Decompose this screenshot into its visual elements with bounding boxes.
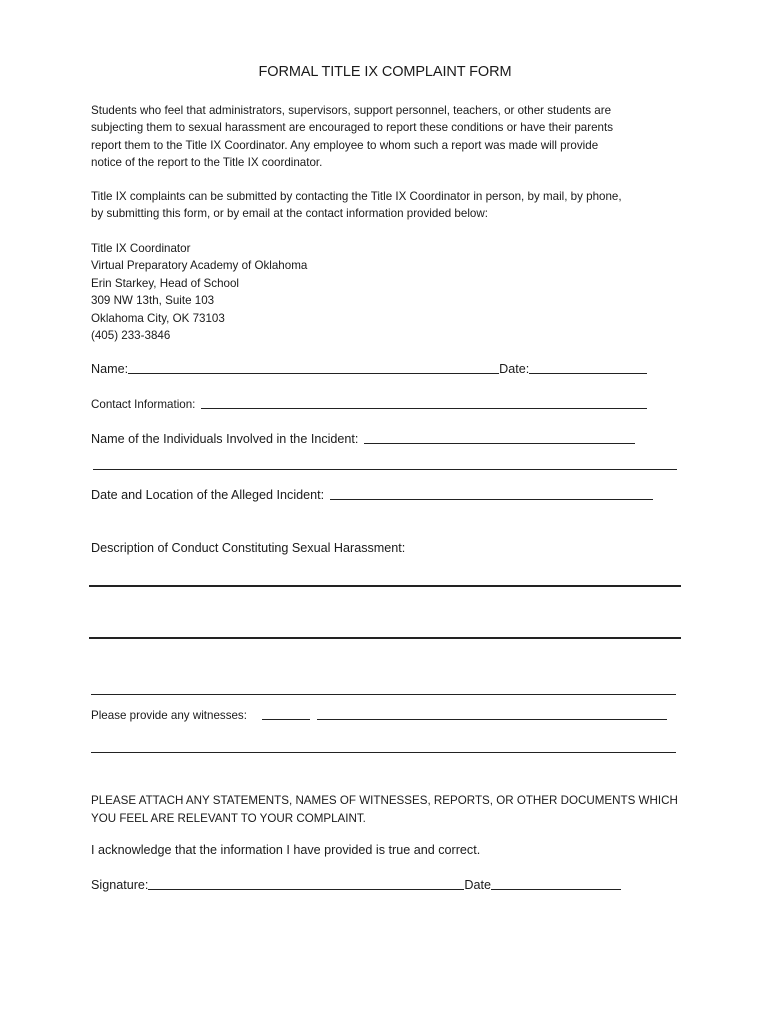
contact-info-row <box>91 398 647 416</box>
description-line-3[interactable] <box>91 694 676 695</box>
name-field[interactable] <box>128 373 499 374</box>
coordinator-role: Title IX Coordinator <box>91 242 191 255</box>
contact-info-label: Contact Information: <box>91 398 196 411</box>
acknowledge-row <box>91 843 480 861</box>
coordinator-address-line2: Oklahoma City, OK 73103 <box>91 311 225 325</box>
coordinator-address-line1: 309 NW 13th, Suite 103 <box>91 294 215 308</box>
witnesses-row <box>91 709 667 727</box>
signature-date-label: Date <box>464 878 492 892</box>
coordinator-organization: Virtual Preparatory Academy of Oklahoma <box>91 259 308 273</box>
signature-label: Signature: <box>91 878 149 892</box>
intro-line: Students who feel that administrators, supervisors, support personnel, teachers, or other students are <box>91 104 612 117</box>
date-label: Date: <box>499 362 530 376</box>
name-date-row <box>91 362 647 380</box>
signature-field[interactable] <box>148 889 464 890</box>
intro-line: report them to the Title IX Coordinator. Any employee to whom such a report was made will provide <box>91 138 599 152</box>
description-line-1[interactable] <box>89 585 681 587</box>
signature-date-field[interactable] <box>491 889 621 890</box>
witnesses-field[interactable] <box>317 719 667 720</box>
attach-instructions <box>91 792 678 827</box>
individuals-field-continued[interactable] <box>93 469 677 470</box>
witnesses-field-short[interactable] <box>262 719 310 720</box>
name-label: Name: <box>91 362 129 376</box>
intro-line: notice of the report to the Title IX coordinator. <box>91 155 323 169</box>
description-row <box>91 541 405 559</box>
description-label: Description of Conduct Constituting Sexual Harassment: <box>91 541 406 555</box>
attach-line: YOU FEEL ARE RELEVANT TO YOUR COMPLAINT. <box>91 811 366 825</box>
submit-paragraph <box>91 188 691 223</box>
signature-row <box>91 878 621 896</box>
witnesses-label: Please provide any witnesses: <box>91 709 247 722</box>
individuals-label: Name of the Individuals Involved in the Incident: <box>91 432 359 446</box>
individuals-row <box>91 432 635 450</box>
description-line-2[interactable] <box>89 637 681 639</box>
contact-info-field[interactable] <box>201 408 647 409</box>
attach-line: PLEASE ATTACH ANY STATEMENTS, NAMES OF WITNESSES, REPORTS, OR OTHER DOCUMENTS WHICH <box>91 794 678 807</box>
form-title: FORMAL TITLE IX COMPLAINT FORM <box>258 64 512 80</box>
date-location-field[interactable] <box>330 499 653 500</box>
submit-line: by submitting this form, or by email at the contact information provided below: <box>91 207 488 221</box>
date-field[interactable] <box>529 373 647 374</box>
acknowledge-text: I acknowledge that the information I have provided is true and correct. <box>91 843 481 857</box>
coordinator-phone: (405) 233-3846 <box>91 329 171 343</box>
coordinator-name: Erin Starkey, Head of School <box>91 276 240 290</box>
date-location-label: Date and Location of the Alleged Incident: <box>91 488 325 502</box>
individuals-field[interactable] <box>364 443 635 444</box>
witnesses-line-2[interactable] <box>91 752 676 753</box>
submit-line: Title IX complaints can be submitted by contacting the Title IX Coordinator in person, by mail, by phone, <box>91 190 622 203</box>
intro-paragraph <box>91 102 691 171</box>
date-location-row <box>91 488 653 506</box>
coordinator-contact-block <box>91 240 307 344</box>
intro-line: subjecting them to sexual harassment are encouraged to report these conditions or have their parents <box>91 121 614 135</box>
